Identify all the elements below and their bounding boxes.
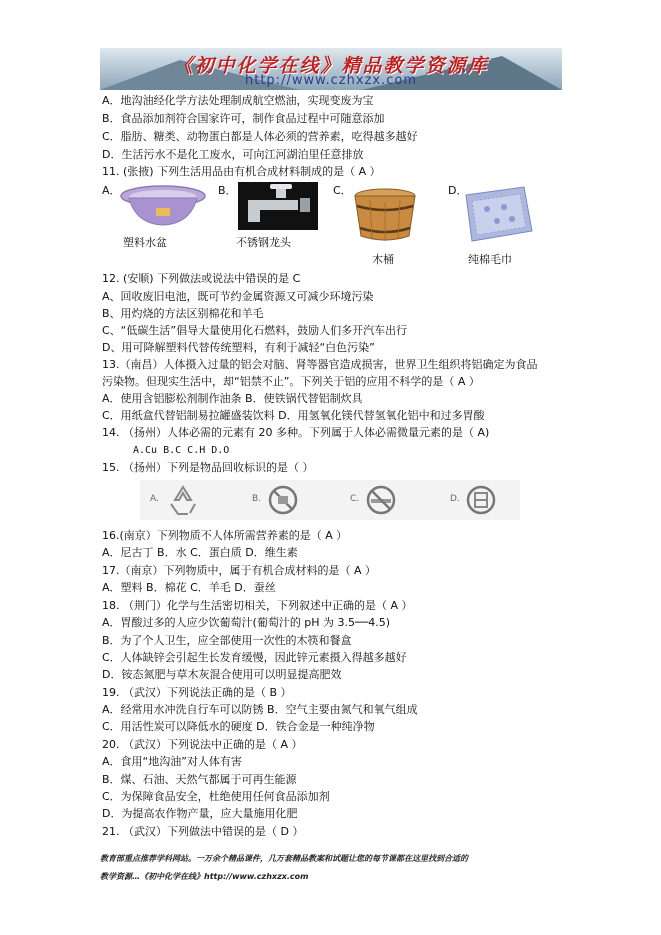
faucet-image	[238, 182, 318, 230]
no-smoking-icon	[364, 484, 398, 516]
option-letter: D．	[448, 184, 468, 197]
option-caption: 纯棉毛巾	[468, 253, 512, 266]
text-line: B、用灼烧的方法区别棉花和羊毛	[102, 307, 264, 320]
text-line: C．为保障食品安全，杜绝使用任何食品添加剂	[102, 790, 330, 803]
option-letter: C.	[350, 494, 360, 504]
header-banner	[100, 48, 562, 90]
question-19: 19. （武汉）下列说法正确的是（ B ）	[102, 686, 292, 699]
question-13: 13.（南昌）人体摄入过量的铝会对脑、肾等器官造成损害，世界卫生组织将铝确定为食品	[102, 358, 538, 371]
no-dumping-icon	[266, 484, 300, 516]
text-line: C．脂肪、糖类、动物蛋白都是人体必须的营养素，吃得越多越好	[102, 130, 418, 143]
text-line: A．塑料 B．棉花 C．羊毛 D．蚕丝	[102, 581, 276, 594]
text-line: A．经常用水冲洗自行车可以防锈 B．空气主要由氮气和氧气组成	[102, 703, 418, 716]
question-11: 11. (张掖) 下列生活用品由有机合成材料制成的是（ A ）	[102, 165, 381, 178]
text-line: C．用纸盒代替铝制易拉罐盛装饮料 D．用氢氧化镁代替氢氧化铝中和过多胃酸	[102, 409, 485, 422]
text-line: C、“低碳生活”倡导大量使用化石燃料，鼓励人们多开汽车出行	[102, 324, 408, 337]
banner-url[interactable]: http://www.czhxzx.com	[245, 73, 417, 88]
option-letter: A.	[150, 494, 159, 504]
wooden-bucket-image	[352, 188, 418, 242]
question-17: 17.（南京）下列物质中，属于有机合成材料的是（ A ）	[102, 564, 377, 577]
recycling-mark-icon	[464, 484, 498, 516]
banner-title: 《初中化学在线》精品教学资源库	[173, 55, 489, 77]
footer-link[interactable]: 教学资源…《初中化学在线》http://www.czhxzx.com	[100, 872, 309, 881]
text-line: A.Cu B.C C.H D.O	[133, 445, 230, 456]
text-line: D．生活污水不是化工废水，可向江河湖泊里任意排放	[102, 148, 364, 161]
option-letter: A．	[102, 184, 121, 197]
option-letter: B．	[218, 184, 237, 197]
text-line: A、回收废旧电池，既可节约金属资源又可减少环境污染	[102, 290, 374, 303]
question-20: 20. （武汉）下列说法中正确的是（ A ）	[102, 738, 303, 751]
plastic-basin-image	[118, 184, 208, 228]
text-line: D．铵态氮肥与草木灰混合使用可以明显提高肥效	[102, 668, 342, 681]
text-line: A．使用含铝膨松剂制作油条 B．使铁锅代替铝制炊具	[102, 392, 363, 405]
text-line: B．煤、石油、天然气都属于可再生能源	[102, 773, 297, 786]
text-line: 污染物。但现实生活中，却“铝禁不止”。下列关于铝的应用不科学的是（ A ）	[102, 375, 480, 388]
option-letter: B.	[252, 494, 262, 504]
towel-image	[462, 185, 534, 243]
question-14: 14. （扬州）人体必需的元素有 20 多种。下列属于人体必需微量元素的是（ A)	[102, 426, 490, 439]
question-18: 18. （荆门）化学与生活密切相关，下列叙述中正确的是（ A ）	[102, 599, 413, 612]
text-line: A．地沟油经化学方法处理制成航空燃油，实现变废为宝	[102, 94, 374, 107]
option-caption: 不锈钢龙头	[236, 236, 291, 249]
text-line: B．食品添加剂符合国家许可，制作食品过程中可随意添加	[102, 112, 385, 125]
option-caption: 木桶	[372, 253, 394, 266]
option-caption: 塑料水盆	[123, 236, 167, 249]
recycle-icon	[166, 484, 200, 516]
option-letter: D.	[450, 494, 460, 504]
question-15: 15. （扬州）下列是物品回收标识的是（ ）	[102, 461, 314, 474]
text-line: A．尼古丁 B．水 C．蛋白质 D．维生素	[102, 546, 298, 559]
text-line: C．用活性炭可以降低水的硬度 D．铁合金是一种纯净物	[102, 720, 375, 733]
text-line: D．为提高农作物产量，应大量施用化肥	[102, 807, 298, 820]
option-letter: C．	[333, 184, 352, 197]
question-21: 21. （武汉）下列做法中错误的是（ D ）	[102, 825, 304, 838]
text-line: D、用可降解塑料代替传统塑料，有利于减轻“白色污染”	[102, 341, 375, 354]
text-line: B．为了个人卫生，应全部使用一次性的木筷和餐盒	[102, 634, 352, 647]
question-16: 16.(南京）下列物质不人体所需营养素的是（ A ）	[102, 529, 348, 542]
text-line: C．人体缺锌会引起生长发育缓慢，因此锌元素摄入得越多越好	[102, 651, 407, 664]
footer-promo: 教育部重点推荐学科网站。一万余个精品课件，几万套精品教案和试题让您的每节课都在这里找到合适的	[100, 854, 468, 863]
text-line: A．胃酸过多的人应少饮葡萄汁(葡萄汁的 pH 为 3.5──4.5)	[102, 616, 391, 629]
text-line: A．食用“地沟油”对人体有害	[102, 755, 242, 768]
question-12: 12. (安顺) 下列做法或说法中错误的是 C	[102, 272, 301, 285]
